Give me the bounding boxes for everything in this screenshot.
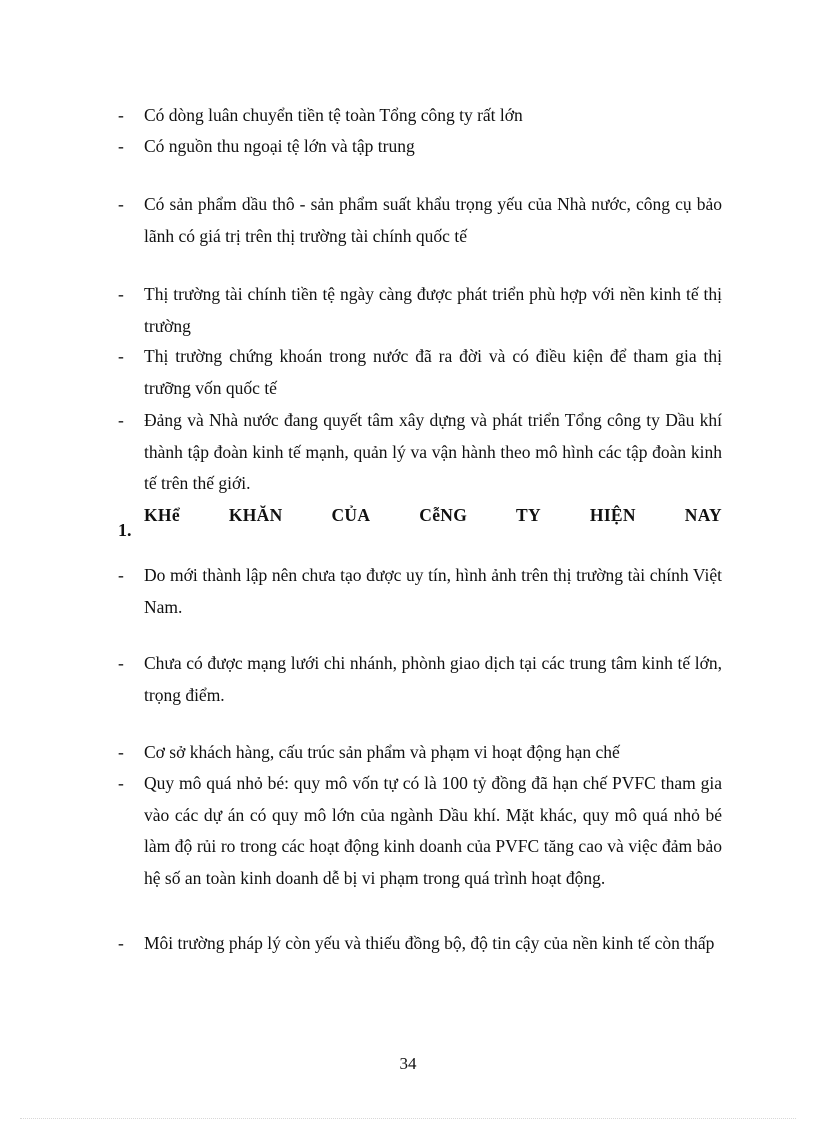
- bullet-dash: -: [118, 194, 124, 214]
- heading-word: NAY: [684, 505, 722, 525]
- list-item: [118, 279, 722, 342]
- heading-word: KHể: [144, 505, 180, 525]
- heading-word: KHĂN: [228, 505, 283, 525]
- bullet-text: Thị trường tài chính tiền tệ ngày càng được phát triển phù hợp với nền kinh tế thị trường: [144, 284, 722, 336]
- bullet-text: Đảng và Nhà nước đang quyết tâm xây dựng và phát triển Tổng công ty Dầu khí thành tập đoàn kinh tế mạnh, quản lý va vận hành theo mô hình các tập đoàn kinh tế trên thế giới.: [144, 410, 722, 493]
- bullet-dash: -: [118, 346, 124, 366]
- list-item: [118, 341, 722, 404]
- bullet-dash: -: [118, 653, 124, 673]
- bullet-text: Môi trường pháp lý còn yếu và thiếu đồng bộ, độ tin cậy của nền kinh tế còn thấp: [144, 933, 715, 953]
- page-number: 34: [399, 1054, 417, 1073]
- list-item: [118, 100, 722, 132]
- bullet-dash: -: [118, 136, 124, 156]
- list-item: [118, 768, 722, 894]
- heading-word: CỦA: [331, 505, 371, 525]
- list-item: [118, 405, 722, 500]
- bullet-text: Cơ sở khách hàng, cấu trúc sản phẩm và phạm vi hoạt động hạn chế: [144, 742, 620, 762]
- list-item: [118, 560, 722, 623]
- list-item: [118, 131, 722, 163]
- list-item: [118, 189, 722, 252]
- bullet-text: Có sản phẩm dầu thô - sản phẩm suất khẩu trọng yếu của Nhà nước, công cụ bảo lãnh có giá trị trên thị trường tài chính quốc tế: [144, 194, 722, 246]
- bullet-text: Có dòng luân chuyển tiền tệ toàn Tổng công ty rất lớn: [144, 105, 523, 125]
- bullet-text: Do mới thành lập nên chưa tạo được uy tín, hình ảnh trên thị trường tài chính Việt Nam.: [144, 565, 722, 617]
- bullet-text: Quy mô quá nhỏ bé: quy mô vốn tự có là 100 tỷ đồng đã hạn chế PVFC tham gia vào các dự án có quy mô lớn của ngành Dầu khí. Mặt khác, quy mô quá nhỏ bé làm độ rủi ro trong các hoạt động kinh doanh của PVFC tăng cao và việc đảm bảo hệ số an toàn kinh doanh dễ bị vi phạm trong quá trình hoạt động.: [144, 773, 722, 888]
- heading-title: [144, 505, 722, 526]
- section-heading: [118, 502, 722, 542]
- bullet-dash: -: [118, 410, 124, 430]
- heading-word: CễNG: [419, 505, 468, 525]
- list-item: [118, 928, 722, 960]
- bullet-dash: -: [118, 284, 124, 304]
- bullet-text: Có nguồn thu ngoại tệ lớn và tập trung: [144, 136, 415, 156]
- page-bottom-divider: [20, 1118, 796, 1119]
- bullet-dash: -: [118, 565, 124, 585]
- list-item: [118, 648, 722, 711]
- bullet-dash: -: [118, 773, 124, 793]
- heading-word: HIỆN: [589, 505, 636, 525]
- heading-number: 1.: [118, 520, 132, 540]
- bullet-text: Thị trường chứng khoán trong nước đã ra đời và có điều kiện để tham gia thị trưỡng vốn quốc tế: [144, 346, 722, 398]
- bullet-dash: -: [118, 105, 124, 125]
- heading-word: TY: [516, 505, 541, 525]
- bullet-dash: -: [118, 742, 124, 762]
- bullet-text: Chưa có được mạng lưới chi nhánh, phònh giao dịch tại các trung tâm kinh tế lớn, trọng điểm.: [144, 653, 722, 705]
- list-item: [118, 737, 722, 769]
- bullet-dash: -: [118, 933, 124, 953]
